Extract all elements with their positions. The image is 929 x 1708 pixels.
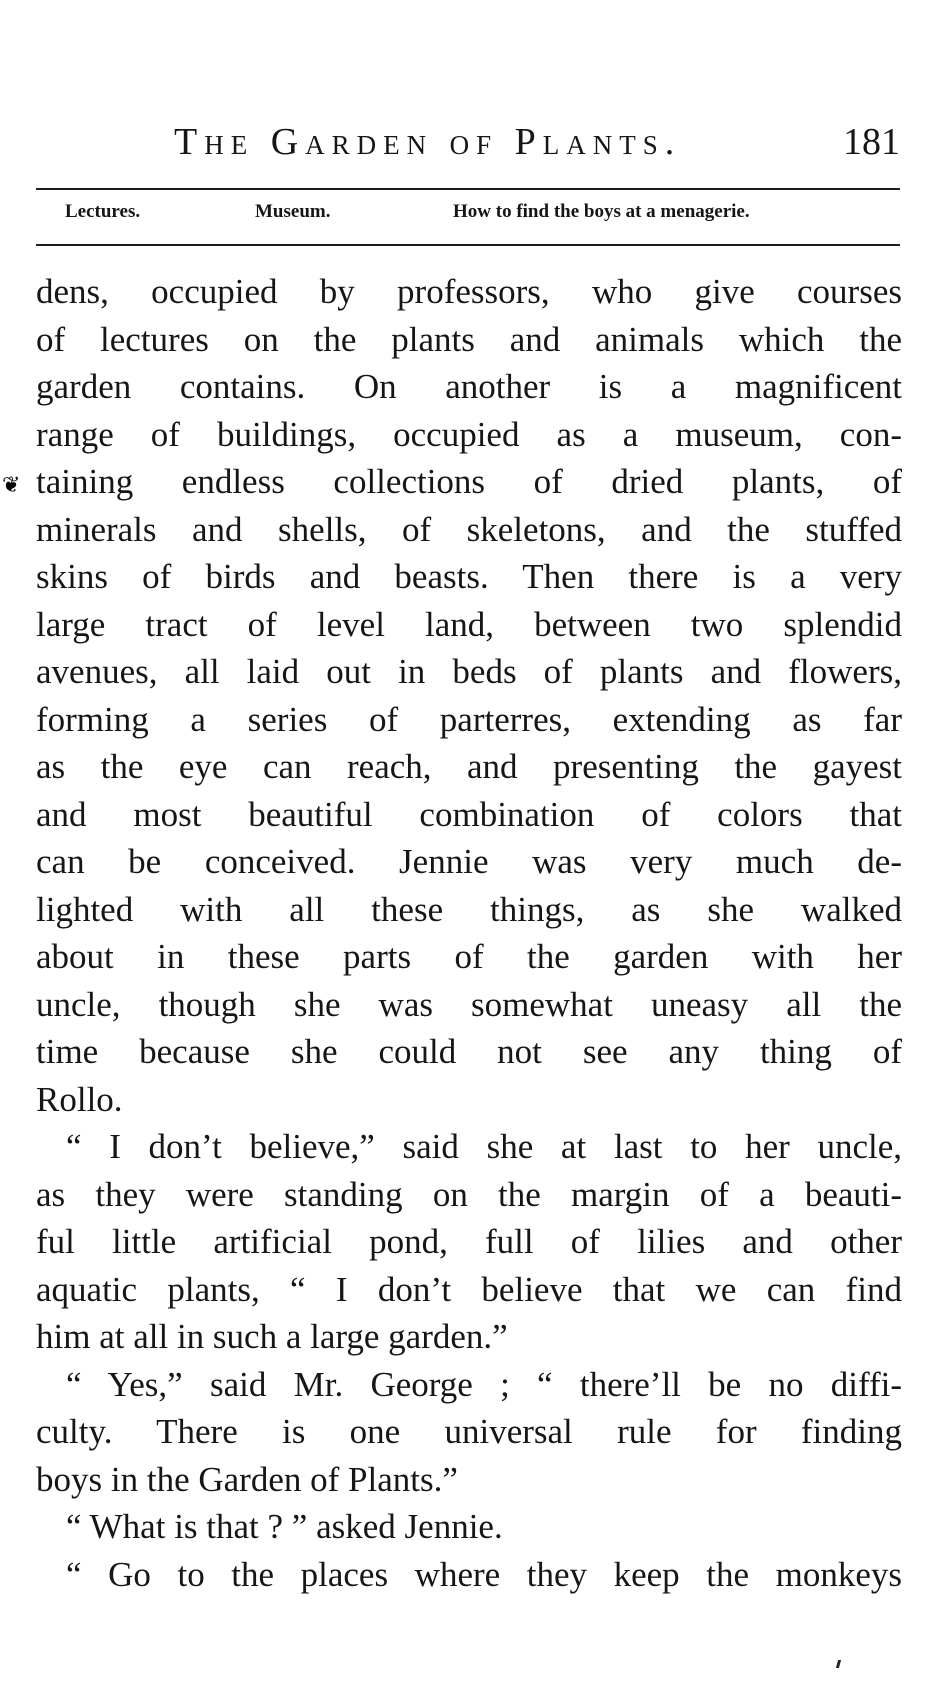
running-title: The Garden of Plants.	[174, 121, 682, 163]
text-line: “ I don’t believe,” said she at last to her uncle,	[66, 1127, 902, 1166]
text-line: of lectures on the plants and animals which the	[36, 319, 902, 359]
margin-marker-icon: ❦	[2, 473, 21, 498]
text-line: time because she could not see any thing of	[36, 1032, 902, 1071]
marginal-subheads	[36, 201, 900, 231]
text-line: “ Yes,” said Mr. George ; “ there’ll be no diffi-	[66, 1364, 902, 1404]
subhead-museum: Museum.	[255, 201, 331, 222]
text-line: garden contains. On another is a magnificent	[36, 367, 902, 406]
text-line: avenues, all laid out in beds of plants and flowers,	[36, 652, 902, 691]
text-line: skins of birds and beasts. Then there is a very	[36, 557, 902, 596]
text-line: can be conceived. Jennie was very much de-	[36, 842, 902, 881]
text-line: aquatic plants, “ I don’t believe that we can find	[36, 1269, 902, 1309]
text-line: large tract of level land, between two splendid	[36, 604, 902, 644]
text-line: range of buildings, occupied as a museum, con-	[36, 414, 902, 454]
text-line: and most beautiful combination of colors that	[36, 794, 902, 834]
page-number: 181	[843, 121, 900, 163]
text-line: lighted with all these things, as she walked	[36, 889, 902, 929]
header-rule-top	[36, 188, 900, 190]
text-line: culty. There is one universal rule for finding	[36, 1412, 902, 1451]
text-line: uncle, though she was somewhat uneasy all the	[36, 984, 902, 1024]
text-line: taining endless collections of dried plants, of	[36, 462, 902, 501]
text-line: dens, occupied by professors, who give courses	[36, 272, 902, 311]
text-line: “ Go to the places where they keep the monkeys	[66, 1554, 902, 1594]
text-line: “ What is that ? ” asked Jennie.	[66, 1507, 503, 1546]
text-line: Rollo.	[36, 1079, 123, 1119]
text-line: him at all in such a large garden.”	[36, 1317, 508, 1356]
text-line: boys in the Garden of Plants.”	[36, 1459, 458, 1499]
header-rule-bottom	[36, 244, 900, 246]
text-line: as the eye can reach, and presenting the gayest	[36, 747, 902, 786]
text-line: about in these parts of the garden with her	[36, 937, 902, 976]
ink-speck	[836, 1660, 841, 1668]
text-line: as they were standing on the margin of a beauti-	[36, 1174, 902, 1214]
subhead-lectures: Lectures.	[65, 201, 141, 222]
subhead-menagerie: How to find the boys at a menagerie.	[453, 201, 750, 222]
running-header	[36, 120, 900, 170]
text-line: minerals and shells, of skeletons, and the stuffed	[36, 509, 902, 549]
body-text	[36, 268, 902, 1598]
text-line: forming a series of parterres, extending as far	[36, 699, 902, 739]
text-line: ful little artificial pond, full of lilies and other	[36, 1222, 902, 1261]
